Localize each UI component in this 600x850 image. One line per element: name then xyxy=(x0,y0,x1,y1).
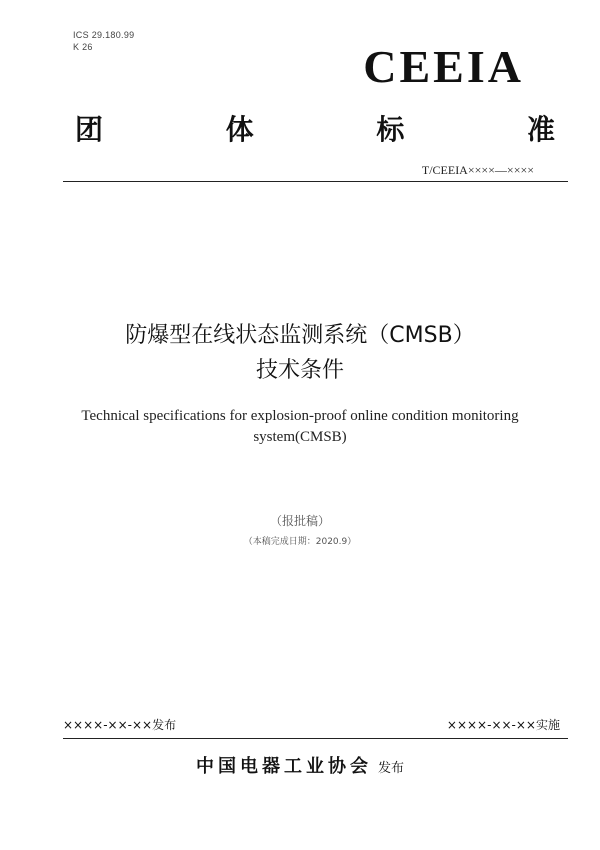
ceeia-logo: CEEIA xyxy=(363,41,524,92)
implement-date: ××××-××-××实施 xyxy=(446,718,560,732)
title-cn-line2: 技术条件 xyxy=(255,358,344,383)
ccs-code: K 26 xyxy=(73,42,93,52)
title-cn-line1: 防爆型在线状态监测系统（CMSB） xyxy=(125,323,475,348)
publisher-name: 中国电器工业协会 xyxy=(195,756,372,777)
standard-number: T/CEEIA××××—×××× xyxy=(421,163,534,177)
title-en-line2: system(CMSB) xyxy=(253,429,347,445)
header-rule xyxy=(63,181,568,182)
standard-type-char: 准 xyxy=(526,113,555,146)
publisher-action: 发布 xyxy=(377,761,404,776)
standard-type-char: 标 xyxy=(376,113,405,146)
publisher xyxy=(0,752,600,778)
draft-stage: （报批稿） xyxy=(269,514,330,528)
classification-codes xyxy=(73,29,134,53)
standard-type-heading xyxy=(75,108,555,148)
publish-date: ××××-××-××发布 xyxy=(63,718,177,732)
footer-rule xyxy=(63,738,568,739)
title-en-line1: Technical specifications for explosion-proof online condition monitoring xyxy=(81,408,519,424)
ics-code: ICS 29.180.99 xyxy=(73,30,135,40)
draft-completion-date: （本稿完成日期：2020.9） xyxy=(243,537,357,547)
standard-type-char: 体 xyxy=(225,113,254,146)
standard-type-char: 团 xyxy=(75,113,104,146)
